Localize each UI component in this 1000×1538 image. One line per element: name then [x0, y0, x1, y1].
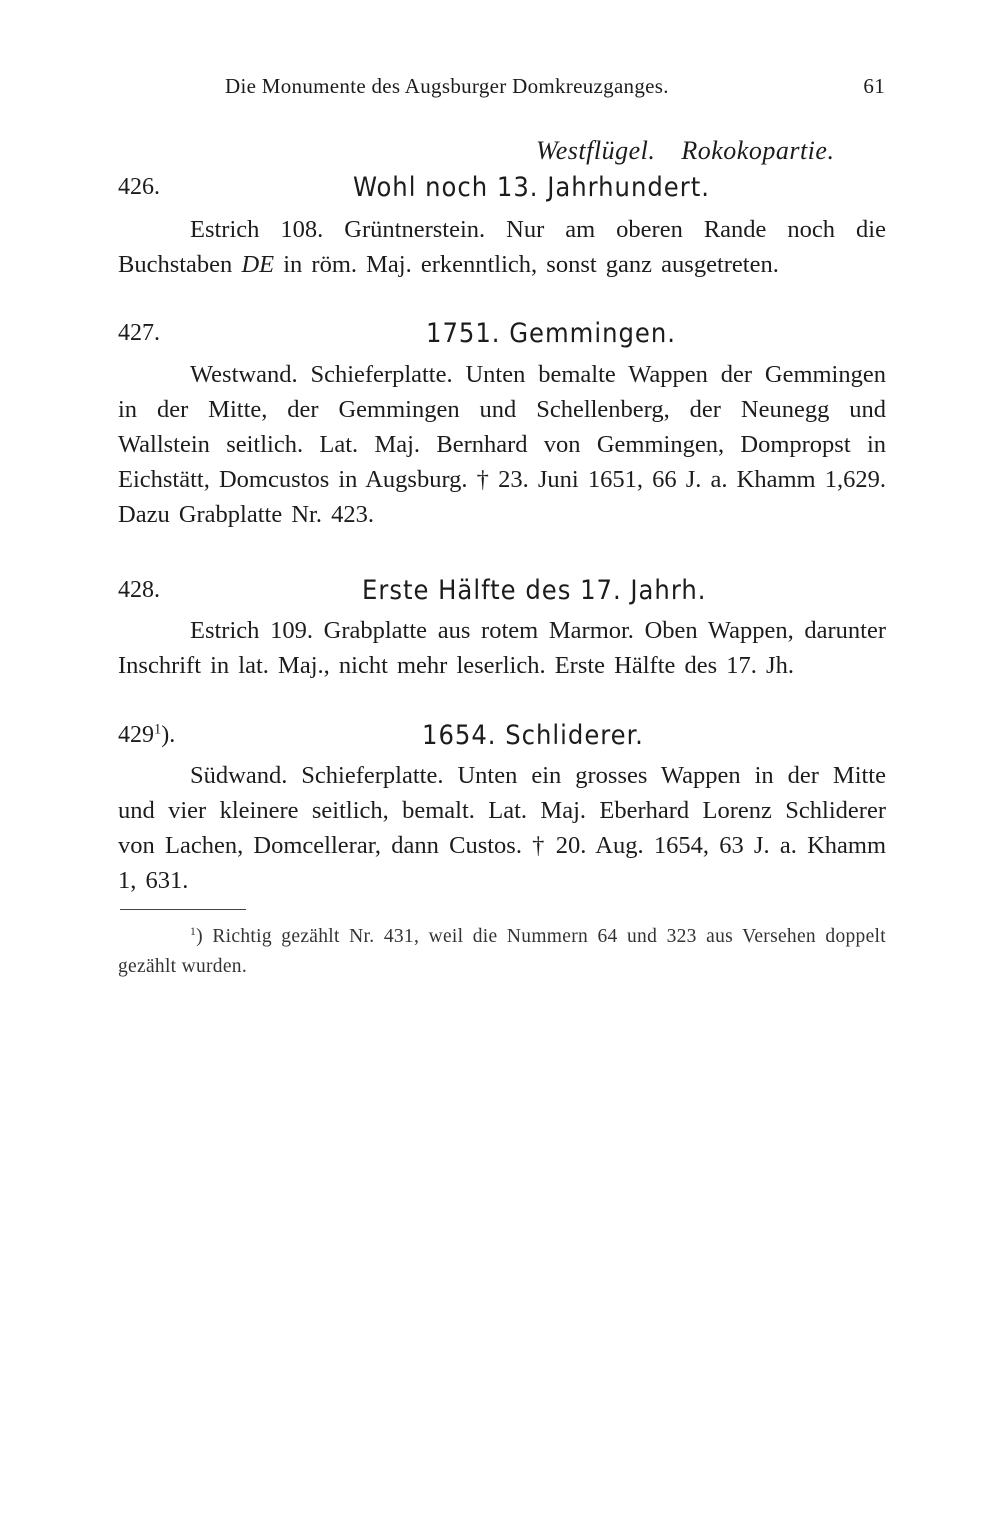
entry-428-heading	[118, 575, 888, 615]
section-label	[536, 136, 834, 166]
entry-title: 1654. Schliderer.	[422, 720, 644, 751]
entry-426-body	[118, 212, 886, 282]
running-title: Die Monumente des Augsburger Domkreuzganges.	[225, 74, 669, 98]
footnote-text: Richtig gezählt Nr. 431, weil die Nummern 64 und 323 aus Versehen doppelt gezählt wurden.	[118, 926, 886, 977]
footnote-marker: 1	[190, 924, 197, 938]
section-label-wing: Westflügel.	[536, 136, 656, 165]
entry-429-heading	[118, 720, 888, 760]
entry-title: Erste Hälfte des 17. Jahrh.	[362, 575, 707, 606]
entry-number: 427.	[118, 320, 160, 346]
entry-body-text: in röm. Maj. erkenntlich, sonst ganz ausgetreten.	[274, 251, 779, 278]
entry-number-digits: 429	[118, 722, 154, 748]
entry-427-body: Westwand. Schieferplatte. Unten bemalte Wappen der Gemmingen in der Mitte, der Gemmingen und Schellenberg, der Neunegg und Wallstein seitlich. Lat. Maj. Bernhard von Gemmingen, Dompropst in Eichstätt, Domcustos in Augsburg. † 23. Juni 1651, 66 J. a. Khamm 1,629. Dazu Grabplatte Nr. 423.	[118, 361, 886, 528]
section-label-part: Rokokopartie.	[681, 136, 835, 165]
entry-title: 1751. Gemmingen.	[426, 318, 676, 349]
inscription-letters: DE	[241, 251, 275, 278]
entry-number: 426.	[118, 174, 160, 200]
footnote-reference: 1	[154, 721, 162, 738]
entry-427-heading	[118, 318, 888, 358]
footnote	[118, 922, 886, 982]
entry-number	[118, 722, 175, 749]
page-number: 61	[863, 74, 885, 98]
entry-title: Wohl noch 13. Jahrhundert.	[353, 172, 710, 203]
running-head	[225, 74, 885, 104]
entry-429-body: Südwand. Schieferplatte. Unten ein grosses Wappen in der Mitte und vier kleinere seitlich, bemalt. Lat. Maj. Eberhard Lorenz Schliderer von Lachen, Domcellerar, dann Custos. † 20. Aug. 1654, 63 J. a. Khamm 1, 631.	[118, 762, 886, 894]
footnote-marker-suffix: )	[196, 926, 203, 947]
footnote-rule	[120, 909, 246, 910]
entry-428-body: Estrich 109. Grabplatte aus rotem Marmor. Oben Wappen, darunter Inschrift in lat. Maj., nicht mehr leserlich. Erste Hälfte des 17. Jh.	[118, 617, 886, 679]
entry-number: 428.	[118, 577, 160, 603]
entry-body-text: Estrich 108. Grüntnerstein. Nur am oberen Rande noch die Buchstaben	[118, 216, 886, 278]
entry-number-suffix: ).	[161, 722, 176, 748]
entry-426-heading	[118, 172, 888, 212]
